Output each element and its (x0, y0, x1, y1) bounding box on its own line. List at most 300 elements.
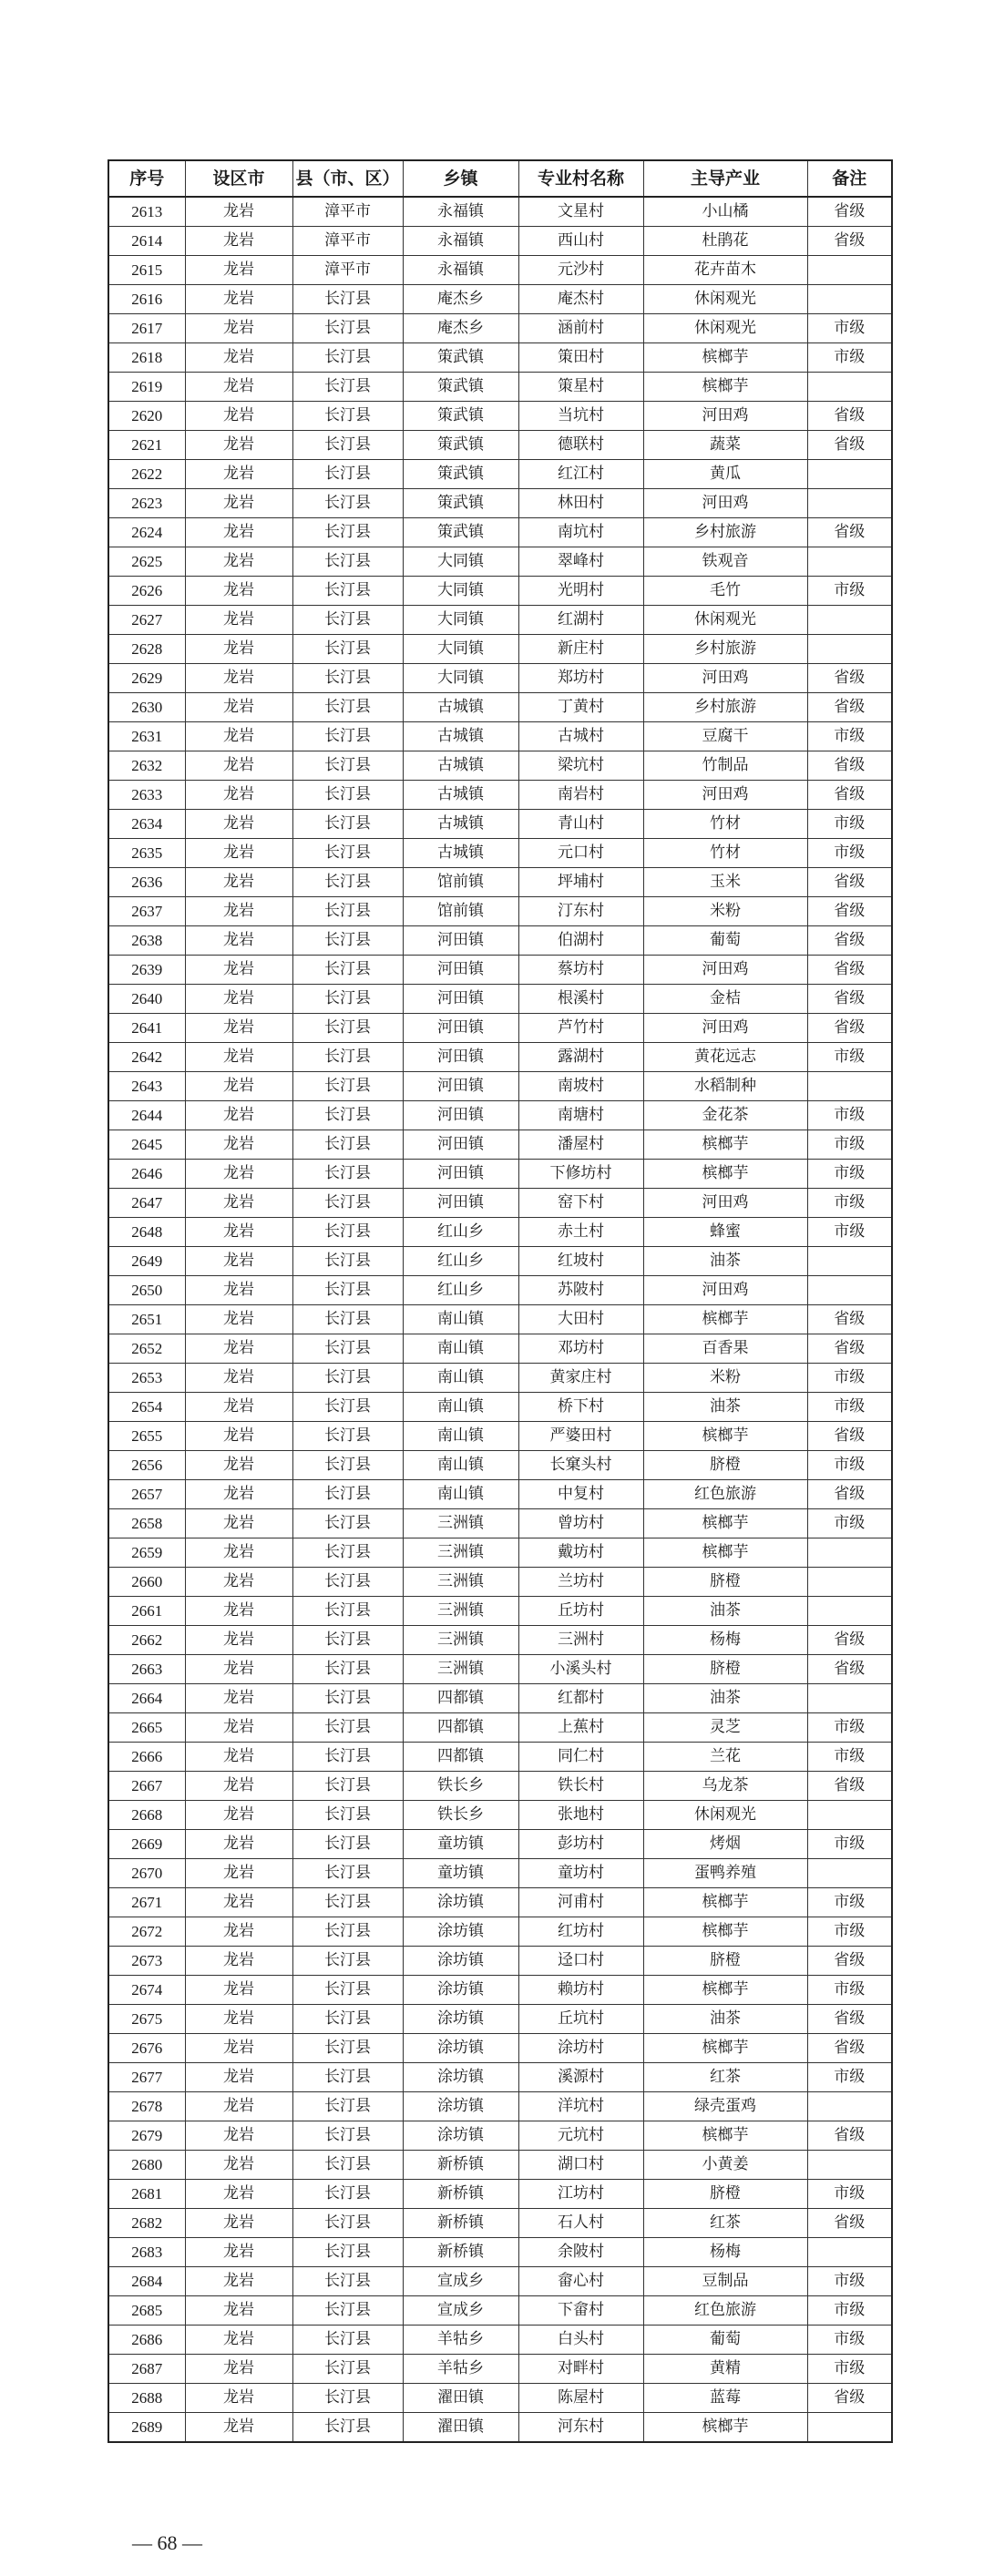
cell-city: 龙岩 (185, 1976, 292, 2005)
cell-town: 宣成乡 (403, 2296, 518, 2326)
cell-industry: 红茶 (643, 2063, 807, 2092)
cell-industry: 杨梅 (643, 2238, 807, 2267)
table-row (108, 373, 892, 402)
cell-seq: 2626 (108, 577, 185, 606)
cell-industry: 竹制品 (643, 751, 807, 781)
cell-county: 长汀县 (292, 1480, 403, 1509)
cell-seq: 2638 (108, 926, 185, 956)
cell-town: 红山乡 (403, 1276, 518, 1305)
cell-city: 龙岩 (185, 1364, 292, 1393)
cell-industry: 油茶 (643, 1393, 807, 1422)
cell-industry: 脐橙 (643, 1568, 807, 1597)
table-row (108, 460, 892, 489)
table-row (108, 839, 892, 868)
cell-industry: 灵芝 (643, 1713, 807, 1743)
cell-county: 长汀县 (292, 518, 403, 547)
cell-town: 涂坊镇 (403, 1888, 518, 1917)
table-row (108, 868, 892, 897)
cell-city: 龙岩 (185, 956, 292, 985)
cell-county: 长汀县 (292, 1218, 403, 1247)
table-row (108, 2092, 892, 2121)
cell-village: 新庄村 (518, 635, 643, 664)
cell-village: 红都村 (518, 1684, 643, 1713)
cell-village: 翠峰村 (518, 547, 643, 577)
cell-seq: 2648 (108, 1218, 185, 1247)
cell-town: 大同镇 (403, 577, 518, 606)
cell-seq: 2637 (108, 897, 185, 926)
cell-county: 长汀县 (292, 2296, 403, 2326)
table-row (108, 2238, 892, 2267)
cell-industry: 河田鸡 (643, 489, 807, 518)
table-row (108, 1830, 892, 1859)
cell-county: 长汀县 (292, 1451, 403, 1480)
cell-village: 上蕉村 (518, 1713, 643, 1743)
cell-village: 伯湖村 (518, 926, 643, 956)
cell-village: 南塘村 (518, 1101, 643, 1130)
table-row (108, 1247, 892, 1276)
cell-industry: 葡萄 (643, 926, 807, 956)
cell-seq: 2662 (108, 1626, 185, 1655)
cell-town: 策武镇 (403, 402, 518, 431)
cell-village: 涵前村 (518, 314, 643, 343)
cell-remark: 省级 (807, 1626, 892, 1655)
cell-remark (807, 1276, 892, 1305)
cell-town: 红山乡 (403, 1247, 518, 1276)
cell-remark: 省级 (807, 2209, 892, 2238)
cell-village: 畲心村 (518, 2267, 643, 2296)
cell-county: 长汀县 (292, 693, 403, 722)
cell-seq: 2676 (108, 2034, 185, 2063)
cell-city: 龙岩 (185, 1072, 292, 1101)
table-row (108, 1072, 892, 1101)
cell-remark (807, 1684, 892, 1713)
cell-industry: 杨梅 (643, 1626, 807, 1655)
cell-city: 龙岩 (185, 2121, 292, 2151)
cell-industry: 黄瓜 (643, 460, 807, 489)
table-row (108, 1451, 892, 1480)
cell-town: 永福镇 (403, 197, 518, 227)
cell-county: 长汀县 (292, 2151, 403, 2180)
cell-village: 南岩村 (518, 781, 643, 810)
cell-town: 铁长乡 (403, 1801, 518, 1830)
cell-city: 龙岩 (185, 2238, 292, 2267)
header-town: 乡镇 (403, 160, 518, 197)
cell-seq: 2635 (108, 839, 185, 868)
cell-county: 长汀县 (292, 1043, 403, 1072)
cell-industry: 兰花 (643, 1743, 807, 1772)
cell-seq: 2614 (108, 227, 185, 256)
cell-industry: 槟榔芋 (643, 1160, 807, 1189)
cell-city: 龙岩 (185, 2034, 292, 2063)
cell-county: 长汀县 (292, 1830, 403, 1859)
cell-village: 古城村 (518, 722, 643, 751)
cell-industry: 竹材 (643, 810, 807, 839)
cell-city: 龙岩 (185, 1597, 292, 1626)
cell-city: 龙岩 (185, 518, 292, 547)
cell-industry: 油茶 (643, 1247, 807, 1276)
cell-city: 龙岩 (185, 693, 292, 722)
cell-industry: 绿壳蛋鸡 (643, 2092, 807, 2121)
cell-town: 古城镇 (403, 781, 518, 810)
table-row (108, 1189, 892, 1218)
cell-industry: 水稻制种 (643, 1072, 807, 1101)
cell-industry: 休闲观光 (643, 314, 807, 343)
cell-town: 永福镇 (403, 256, 518, 285)
cell-county: 长汀县 (292, 1597, 403, 1626)
cell-seq: 2651 (108, 1305, 185, 1334)
cell-county: 长汀县 (292, 897, 403, 926)
cell-city: 龙岩 (185, 314, 292, 343)
table-row (108, 985, 892, 1014)
cell-remark: 省级 (807, 2384, 892, 2413)
cell-remark: 市级 (807, 2296, 892, 2326)
cell-county: 长汀县 (292, 781, 403, 810)
cell-county: 长汀县 (292, 373, 403, 402)
cell-town: 南山镇 (403, 1451, 518, 1480)
cell-town: 涂坊镇 (403, 2034, 518, 2063)
cell-town: 河田镇 (403, 926, 518, 956)
cell-city: 龙岩 (185, 1189, 292, 1218)
cell-remark (807, 460, 892, 489)
cell-seq: 2646 (108, 1160, 185, 1189)
table-row (108, 1130, 892, 1160)
cell-town: 濯田镇 (403, 2384, 518, 2413)
table-row (108, 926, 892, 956)
table-row (108, 897, 892, 926)
cell-seq: 2629 (108, 664, 185, 693)
table-row (108, 1713, 892, 1743)
cell-industry: 米粉 (643, 897, 807, 926)
header-remark: 备注 (807, 160, 892, 197)
cell-industry: 油茶 (643, 1597, 807, 1626)
table-row (108, 1626, 892, 1655)
cell-village: 陈屋村 (518, 2384, 643, 2413)
cell-industry: 金花茶 (643, 1101, 807, 1130)
cell-town: 三洲镇 (403, 1626, 518, 1655)
cell-city: 龙岩 (185, 2151, 292, 2180)
cell-village: 洋坑村 (518, 2092, 643, 2121)
cell-county: 长汀县 (292, 1859, 403, 1888)
cell-seq: 2672 (108, 1917, 185, 1947)
cell-county: 长汀县 (292, 1655, 403, 1684)
cell-city: 龙岩 (185, 2296, 292, 2326)
cell-town: 新桥镇 (403, 2209, 518, 2238)
cell-town: 古城镇 (403, 722, 518, 751)
cell-industry: 蜂蜜 (643, 1218, 807, 1247)
cell-city: 龙岩 (185, 985, 292, 1014)
cell-village: 赖坊村 (518, 1976, 643, 2005)
cell-seq: 2619 (108, 373, 185, 402)
cell-city: 龙岩 (185, 2267, 292, 2296)
cell-industry: 玉米 (643, 868, 807, 897)
cell-remark: 省级 (807, 1334, 892, 1364)
cell-industry: 铁观音 (643, 547, 807, 577)
cell-remark: 省级 (807, 431, 892, 460)
cell-remark: 市级 (807, 1917, 892, 1947)
cell-remark: 市级 (807, 1451, 892, 1480)
cell-town: 四都镇 (403, 1743, 518, 1772)
table-row (108, 2296, 892, 2326)
cell-seq: 2620 (108, 402, 185, 431)
cell-seq: 2650 (108, 1276, 185, 1305)
cell-city: 龙岩 (185, 2180, 292, 2209)
cell-village: 溪源村 (518, 2063, 643, 2092)
cell-county: 长汀县 (292, 1888, 403, 1917)
cell-village: 迳口村 (518, 1947, 643, 1976)
cell-county: 长汀县 (292, 1947, 403, 1976)
cell-seq: 2652 (108, 1334, 185, 1364)
cell-seq: 2633 (108, 781, 185, 810)
cell-county: 长汀县 (292, 1072, 403, 1101)
cell-remark (807, 635, 892, 664)
cell-village: 元坑村 (518, 2121, 643, 2151)
cell-village: 根溪村 (518, 985, 643, 1014)
cell-remark: 省级 (807, 956, 892, 985)
cell-county: 长汀县 (292, 1334, 403, 1364)
cell-industry: 蓝莓 (643, 2384, 807, 2413)
cell-industry: 小山橘 (643, 197, 807, 227)
cell-county: 长汀县 (292, 2034, 403, 2063)
cell-seq: 2683 (108, 2238, 185, 2267)
cell-village: 红江村 (518, 460, 643, 489)
table-row (108, 1538, 892, 1568)
cell-remark: 省级 (807, 518, 892, 547)
cell-remark: 市级 (807, 1218, 892, 1247)
cell-seq: 2647 (108, 1189, 185, 1218)
cell-industry: 槟榔芋 (643, 1509, 807, 1538)
cell-village: 潘屋村 (518, 1130, 643, 1160)
cell-industry: 百香果 (643, 1334, 807, 1364)
table-row (108, 956, 892, 985)
cell-remark: 省级 (807, 402, 892, 431)
cell-remark: 省级 (807, 227, 892, 256)
cell-city: 龙岩 (185, 1626, 292, 1655)
cell-remark (807, 489, 892, 518)
cell-seq: 2671 (108, 1888, 185, 1917)
cell-city: 龙岩 (185, 227, 292, 256)
table-row (108, 2384, 892, 2413)
cell-village: 中复村 (518, 1480, 643, 1509)
cell-village: 露湖村 (518, 1043, 643, 1072)
cell-village: 策星村 (518, 373, 643, 402)
cell-city: 龙岩 (185, 1830, 292, 1859)
cell-seq: 2666 (108, 1743, 185, 1772)
cell-remark: 省级 (807, 1655, 892, 1684)
cell-village: 青山村 (518, 810, 643, 839)
cell-town: 涂坊镇 (403, 1976, 518, 2005)
cell-city: 龙岩 (185, 810, 292, 839)
cell-village: 下修坊村 (518, 1160, 643, 1189)
cell-county: 长汀县 (292, 1713, 403, 1743)
cell-remark: 省级 (807, 2005, 892, 2034)
cell-remark (807, 606, 892, 635)
cell-village: 汀东村 (518, 897, 643, 926)
cell-seq: 2658 (108, 1509, 185, 1538)
cell-county: 长汀县 (292, 2355, 403, 2384)
cell-village: 长窠头村 (518, 1451, 643, 1480)
cell-seq: 2616 (108, 285, 185, 314)
cell-remark: 市级 (807, 577, 892, 606)
cell-town: 古城镇 (403, 751, 518, 781)
cell-remark: 市级 (807, 1713, 892, 1743)
cell-industry: 红茶 (643, 2209, 807, 2238)
cell-seq: 2618 (108, 343, 185, 373)
cell-city: 龙岩 (185, 1917, 292, 1947)
cell-county: 长汀县 (292, 1305, 403, 1334)
cell-remark: 省级 (807, 897, 892, 926)
table-row (108, 1947, 892, 1976)
cell-county: 长汀县 (292, 839, 403, 868)
table-row (108, 1014, 892, 1043)
cell-seq: 2642 (108, 1043, 185, 1072)
cell-town: 古城镇 (403, 839, 518, 868)
table-row (108, 547, 892, 577)
cell-seq: 2625 (108, 547, 185, 577)
cell-county: 长汀县 (292, 810, 403, 839)
cell-city: 龙岩 (185, 1655, 292, 1684)
industry-village-table (108, 159, 893, 2443)
cell-seq: 2644 (108, 1101, 185, 1130)
cell-seq: 2653 (108, 1364, 185, 1393)
table-body (108, 197, 892, 2442)
cell-city: 龙岩 (185, 751, 292, 781)
cell-industry: 脐橙 (643, 1451, 807, 1480)
cell-county: 长汀县 (292, 489, 403, 518)
cell-seq: 2684 (108, 2267, 185, 2296)
cell-seq: 2624 (108, 518, 185, 547)
cell-county: 长汀县 (292, 1568, 403, 1597)
cell-remark: 省级 (807, 1422, 892, 1451)
cell-village: 童坊村 (518, 1859, 643, 1888)
table-row (108, 2121, 892, 2151)
cell-town: 古城镇 (403, 810, 518, 839)
table-row (108, 1597, 892, 1626)
cell-city: 龙岩 (185, 1772, 292, 1801)
cell-remark: 市级 (807, 1043, 892, 1072)
cell-county: 长汀县 (292, 635, 403, 664)
cell-village: 彭坊村 (518, 1830, 643, 1859)
cell-town: 铁长乡 (403, 1772, 518, 1801)
cell-remark (807, 373, 892, 402)
cell-village: 白头村 (518, 2326, 643, 2355)
cell-village: 河甫村 (518, 1888, 643, 1917)
cell-town: 涂坊镇 (403, 2121, 518, 2151)
cell-town: 策武镇 (403, 489, 518, 518)
cell-seq: 2661 (108, 1597, 185, 1626)
cell-remark (807, 1247, 892, 1276)
cell-village: 策田村 (518, 343, 643, 373)
cell-village: 红湖村 (518, 606, 643, 635)
table-row (108, 577, 892, 606)
cell-remark (807, 2413, 892, 2443)
cell-industry: 休闲观光 (643, 1801, 807, 1830)
table-row (108, 256, 892, 285)
table-row (108, 2151, 892, 2180)
cell-city: 龙岩 (185, 577, 292, 606)
cell-village: 戴坊村 (518, 1538, 643, 1568)
cell-town: 羊牯乡 (403, 2355, 518, 2384)
cell-county: 长汀县 (292, 926, 403, 956)
cell-town: 涂坊镇 (403, 1947, 518, 1976)
cell-town: 策武镇 (403, 518, 518, 547)
cell-remark: 市级 (807, 722, 892, 751)
cell-county: 长汀县 (292, 1101, 403, 1130)
cell-county: 长汀县 (292, 1743, 403, 1772)
cell-industry: 河田鸡 (643, 1276, 807, 1305)
cell-town: 河田镇 (403, 1072, 518, 1101)
cell-village: 余陂村 (518, 2238, 643, 2267)
table-row (108, 1801, 892, 1830)
cell-industry: 槟榔芋 (643, 1422, 807, 1451)
cell-industry: 蔬菜 (643, 431, 807, 460)
table-header-row (108, 160, 892, 197)
cell-industry: 黄精 (643, 2355, 807, 2384)
cell-county: 长汀县 (292, 1014, 403, 1043)
cell-seq: 2645 (108, 1130, 185, 1160)
cell-village: 芦竹村 (518, 1014, 643, 1043)
cell-remark: 市级 (807, 1830, 892, 1859)
cell-seq: 2634 (108, 810, 185, 839)
table-row (108, 810, 892, 839)
cell-county: 长汀县 (292, 2121, 403, 2151)
cell-seq: 2675 (108, 2005, 185, 2034)
table-row (108, 1043, 892, 1072)
cell-seq: 2669 (108, 1830, 185, 1859)
cell-seq: 2613 (108, 197, 185, 227)
cell-industry: 河田鸡 (643, 1189, 807, 1218)
cell-seq: 2667 (108, 1772, 185, 1801)
cell-town: 馆前镇 (403, 897, 518, 926)
cell-seq: 2680 (108, 2151, 185, 2180)
cell-town: 大同镇 (403, 606, 518, 635)
cell-remark: 市级 (807, 343, 892, 373)
cell-county: 长汀县 (292, 1160, 403, 1189)
cell-remark (807, 1801, 892, 1830)
cell-town: 河田镇 (403, 1043, 518, 1072)
cell-industry: 河田鸡 (643, 664, 807, 693)
cell-industry: 槟榔芋 (643, 1917, 807, 1947)
cell-county: 长汀县 (292, 343, 403, 373)
cell-city: 龙岩 (185, 1859, 292, 1888)
table-row (108, 1888, 892, 1917)
cell-town: 濯田镇 (403, 2413, 518, 2443)
cell-county: 长汀县 (292, 1917, 403, 1947)
cell-industry: 毛竹 (643, 577, 807, 606)
cell-remark (807, 547, 892, 577)
cell-village: 大田村 (518, 1305, 643, 1334)
cell-county: 长汀县 (292, 1393, 403, 1422)
cell-industry: 乡村旅游 (643, 693, 807, 722)
table-row (108, 1509, 892, 1538)
cell-city: 龙岩 (185, 1568, 292, 1597)
cell-remark: 市级 (807, 1509, 892, 1538)
cell-city: 龙岩 (185, 606, 292, 635)
cell-city: 龙岩 (185, 1801, 292, 1830)
cell-town: 红山乡 (403, 1218, 518, 1247)
table-row (108, 2355, 892, 2384)
table-row (108, 2063, 892, 2092)
cell-city: 龙岩 (185, 1014, 292, 1043)
cell-town: 河田镇 (403, 1101, 518, 1130)
cell-seq: 2659 (108, 1538, 185, 1568)
cell-city: 龙岩 (185, 547, 292, 577)
cell-remark (807, 2092, 892, 2121)
cell-village: 桥下村 (518, 1393, 643, 1422)
cell-city: 龙岩 (185, 489, 292, 518)
cell-remark: 省级 (807, 1480, 892, 1509)
cell-remark: 省级 (807, 1014, 892, 1043)
cell-remark: 市级 (807, 810, 892, 839)
